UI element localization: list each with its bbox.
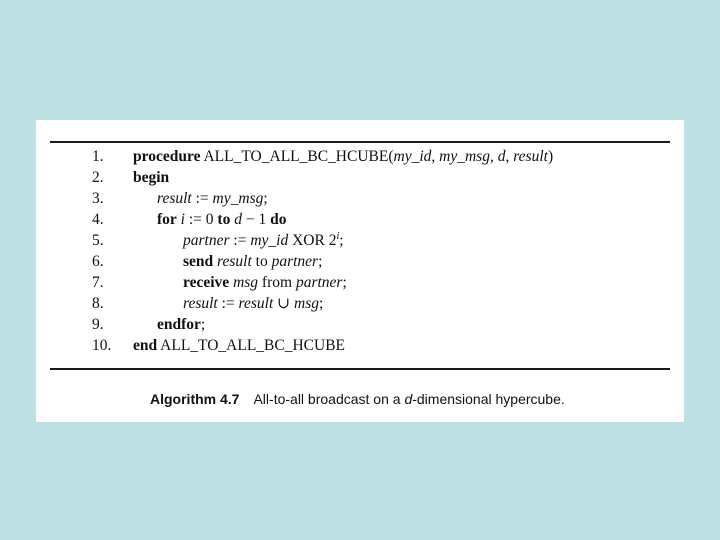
code-line-1 (36, 147, 684, 167)
param: my_msg (439, 148, 490, 165)
line-number: 5. (92, 232, 104, 249)
var-partner: partner (271, 253, 319, 270)
var-my-msg: my_msg (212, 190, 264, 207)
preposition: from (261, 274, 293, 291)
caption-text-italic: d (404, 391, 413, 407)
var-my-id: my_id (250, 232, 289, 249)
code-line-5 (36, 231, 684, 251)
code-line-4 (36, 210, 684, 230)
line-number: 9. (92, 316, 104, 333)
endfor-keyword: endfor (157, 316, 201, 333)
line-body (183, 273, 347, 293)
line-number: 1. (92, 148, 104, 165)
line-body (183, 294, 323, 314)
var-result: result (217, 253, 252, 270)
loop-start: 0 (205, 211, 214, 228)
line-body (157, 315, 205, 335)
receive-keyword: receive (183, 274, 230, 291)
code-line-6 (36, 252, 684, 272)
semicolon: ; (200, 316, 206, 333)
line-body (157, 189, 268, 209)
semicolon: ; (342, 274, 347, 291)
to-keyword: to (217, 211, 231, 228)
line-number: 6. (92, 253, 104, 270)
algorithm-card (36, 120, 684, 422)
preposition: to (255, 253, 268, 270)
line-number: 3. (92, 190, 104, 207)
loop-limit: − 1 (245, 211, 267, 228)
union-op: ∪ (277, 295, 291, 312)
caption-label: Algorithm 4.7 (150, 391, 240, 407)
assign-op: := (233, 232, 247, 249)
line-body (183, 252, 322, 272)
var-d: d (234, 211, 242, 228)
for-keyword: for (157, 211, 177, 228)
assign-op: := (188, 211, 202, 228)
semicolon: ; (319, 295, 324, 312)
power-exponent: i (336, 231, 340, 242)
semicolon: ; (318, 253, 323, 270)
code-line-7 (36, 273, 684, 293)
line-body (157, 210, 286, 230)
line-number: 4. (92, 211, 104, 228)
semicolon: ; (263, 190, 268, 207)
power-base: 2 (328, 232, 337, 249)
var-result: result (238, 295, 274, 312)
algorithm-caption (150, 391, 565, 407)
line-body: procedure ALL_TO_ALL_BC_HCUBE(my_id, my_msg, d, result) (133, 148, 554, 165)
line-number: 7. (92, 274, 104, 291)
code-line-10 (36, 336, 684, 356)
line-number: 10. (92, 337, 112, 354)
xor-op: XOR (292, 232, 325, 249)
caption-text-after: -dimensional hypercube. (412, 391, 565, 407)
code-line-3 (36, 189, 684, 209)
assign-op: := (195, 190, 209, 207)
var-partner: partner (183, 232, 230, 249)
code-line-9 (36, 315, 684, 335)
top-rule (50, 141, 670, 143)
bottom-rule (50, 368, 670, 370)
line-number: 2. (92, 169, 104, 186)
code-line-2 (36, 168, 684, 188)
line-body (183, 231, 344, 251)
param: d (497, 148, 506, 165)
semicolon: ; (339, 232, 344, 249)
var-result: result (157, 190, 192, 207)
param: result (513, 148, 548, 165)
assign-op: := (221, 295, 235, 312)
param: my_id (393, 148, 432, 165)
send-keyword: send (183, 253, 214, 270)
var-result: result (183, 295, 218, 312)
line-number: 8. (92, 295, 104, 312)
var-msg: msg (233, 274, 259, 291)
end-keyword: end (133, 337, 158, 354)
var-i: i (180, 211, 185, 228)
procedure-name: ALL_TO_ALL_BC_HCUBE (160, 337, 346, 354)
procedure-keyword: procedure (133, 148, 201, 165)
do-keyword: do (270, 211, 287, 228)
begin-keyword: begin (133, 169, 170, 186)
var-partner: partner (295, 274, 343, 291)
caption-text-before: All-to-all broadcast on a (253, 391, 405, 407)
var-msg: msg (294, 295, 320, 312)
procedure-name: ALL_TO_ALL_BC_HCUBE (203, 148, 389, 165)
line-body (133, 336, 345, 356)
code-line-8 (36, 294, 684, 314)
